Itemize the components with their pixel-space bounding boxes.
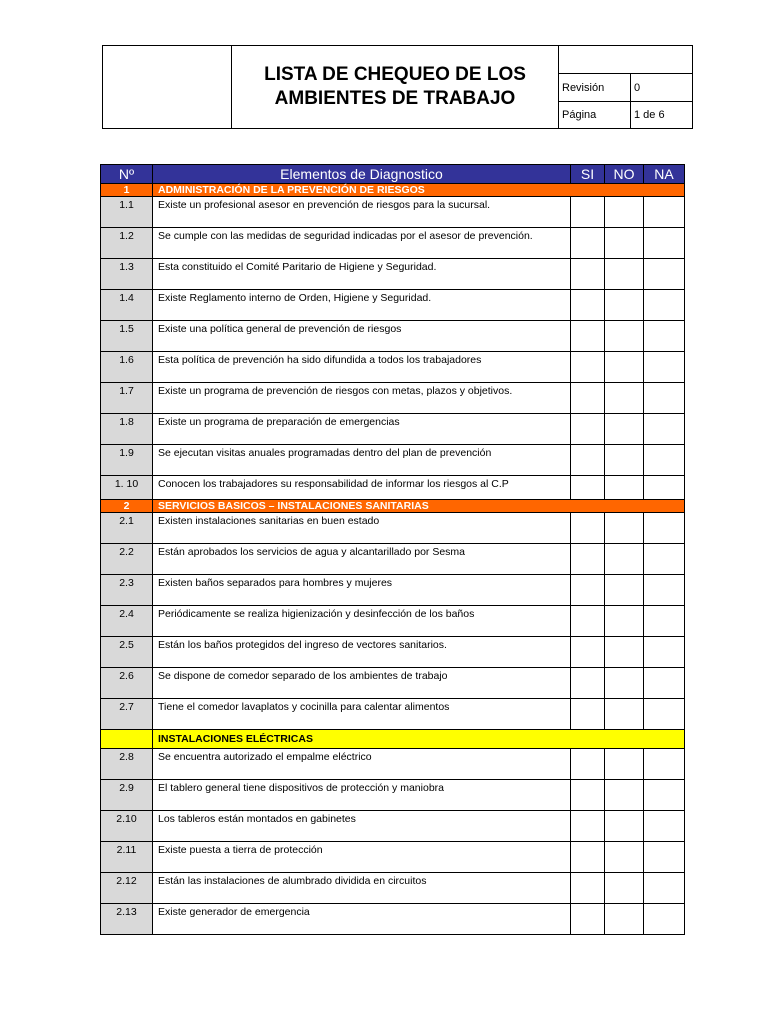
- item-number: 2.8: [101, 749, 153, 780]
- item-number: 2.13: [101, 904, 153, 935]
- item-number: 1.2: [101, 228, 153, 259]
- logo-placeholder: [103, 46, 232, 129]
- checklist-row: [101, 259, 685, 290]
- checkbox-na[interactable]: [644, 228, 685, 259]
- checkbox-no[interactable]: [605, 575, 644, 606]
- checklist-table-2: [100, 499, 685, 935]
- page-label: Página: [559, 102, 631, 129]
- checkbox-na[interactable]: [644, 668, 685, 699]
- revision-value: 0: [631, 74, 693, 102]
- checkbox-si[interactable]: [571, 321, 605, 352]
- section-row: [101, 184, 685, 197]
- checkbox-na[interactable]: [644, 544, 685, 575]
- item-text: Existen baños separados para hombres y mujeres: [153, 575, 571, 606]
- section-number: 1: [101, 184, 153, 197]
- checkbox-si[interactable]: [571, 197, 605, 228]
- item-text: Existe un programa de preparación de emergencias: [153, 414, 571, 445]
- item-number: 2.2: [101, 544, 153, 575]
- checkbox-na[interactable]: [644, 873, 685, 904]
- document-title: [232, 46, 559, 129]
- item-text: Existe una política general de prevención de riesgos: [153, 321, 571, 352]
- item-text: Se dispone de comedor separado de los ambientes de trabajo: [153, 668, 571, 699]
- item-text: Se ejecutan visitas anuales programadas dentro del plan de prevención: [153, 445, 571, 476]
- subsection-row: [101, 730, 685, 749]
- checkbox-si[interactable]: [571, 699, 605, 730]
- checkbox-na[interactable]: [644, 513, 685, 544]
- checkbox-no[interactable]: [605, 290, 644, 321]
- checkbox-no[interactable]: [605, 321, 644, 352]
- item-number: 1.1: [101, 197, 153, 228]
- checklist-row: [101, 383, 685, 414]
- item-text: Existe un profesional asesor en prevención de riesgos para la sucursal.: [153, 197, 571, 228]
- checkbox-na[interactable]: [644, 290, 685, 321]
- item-text: El tablero general tiene dispositivos de protección y maniobra: [153, 780, 571, 811]
- item-text: Periódicamente se realiza higienización y desinfección de los baños: [153, 606, 571, 637]
- checklist-row: [101, 321, 685, 352]
- table-header-row: [101, 165, 685, 184]
- item-number: 1.3: [101, 259, 153, 290]
- item-number: 2.11: [101, 842, 153, 873]
- section-title: ADMINISTRACIÓN DE LA PREVENCIÓN DE RIESGOS: [153, 184, 685, 197]
- checklist-row: [101, 842, 685, 873]
- checklist-row: [101, 445, 685, 476]
- checkbox-si[interactable]: [571, 445, 605, 476]
- item-text: Se encuentra autorizado el empalme eléctrico: [153, 749, 571, 780]
- checkbox-na[interactable]: [644, 414, 685, 445]
- checkbox-si[interactable]: [571, 228, 605, 259]
- checkbox-si[interactable]: [571, 749, 605, 780]
- checklist-row: [101, 904, 685, 935]
- checklist-row: [101, 668, 685, 699]
- checkbox-no[interactable]: [605, 197, 644, 228]
- checklist-row: [101, 414, 685, 445]
- checkbox-na[interactable]: [644, 811, 685, 842]
- header-blank-cell: [559, 46, 693, 74]
- col-header-no: NO: [605, 165, 644, 184]
- checkbox-na[interactable]: [644, 699, 685, 730]
- checklist-row: [101, 575, 685, 606]
- checkbox-na[interactable]: [644, 606, 685, 637]
- item-number: 2.4: [101, 606, 153, 637]
- checkbox-no[interactable]: [605, 228, 644, 259]
- checklist-row: [101, 699, 685, 730]
- checkbox-na[interactable]: [644, 352, 685, 383]
- checklist-row: [101, 780, 685, 811]
- checkbox-no[interactable]: [605, 780, 644, 811]
- checklist-row: [101, 544, 685, 575]
- checkbox-si[interactable]: [571, 352, 605, 383]
- title-line-2: AMBIENTES DE TRABAJO: [274, 88, 516, 109]
- checkbox-no[interactable]: [605, 352, 644, 383]
- checkbox-si[interactable]: [571, 383, 605, 414]
- checkbox-no[interactable]: [605, 873, 644, 904]
- checkbox-na[interactable]: [644, 842, 685, 873]
- checklist-row: [101, 873, 685, 904]
- checkbox-no[interactable]: [605, 811, 644, 842]
- checkbox-no[interactable]: [605, 544, 644, 575]
- checklist-row: [101, 228, 685, 259]
- checkbox-na[interactable]: [644, 780, 685, 811]
- title-line-1: LISTA DE CHEQUEO DE LOS: [264, 64, 526, 85]
- col-header-si: SI: [571, 165, 605, 184]
- checkbox-no[interactable]: [605, 606, 644, 637]
- checkbox-si[interactable]: [571, 668, 605, 699]
- section-number: 2: [101, 500, 153, 513]
- checkbox-na[interactable]: [644, 383, 685, 414]
- checkbox-no[interactable]: [605, 383, 644, 414]
- checkbox-si[interactable]: [571, 904, 605, 935]
- checkbox-na[interactable]: [644, 445, 685, 476]
- checkbox-na[interactable]: [644, 904, 685, 935]
- item-text: Existe generador de emergencia: [153, 904, 571, 935]
- item-number: 2.9: [101, 780, 153, 811]
- checklist-row: [101, 811, 685, 842]
- item-text: Existe Reglamento interno de Orden, Higiene y Seguridad.: [153, 290, 571, 321]
- checkbox-no[interactable]: [605, 513, 644, 544]
- checkbox-na[interactable]: [644, 637, 685, 668]
- checklist-row: [101, 513, 685, 544]
- col-header-elements: Elementos de Diagnostico: [153, 165, 571, 184]
- checkbox-na[interactable]: [644, 197, 685, 228]
- checkbox-na[interactable]: [644, 259, 685, 290]
- checkbox-si[interactable]: [571, 513, 605, 544]
- checkbox-no[interactable]: [605, 842, 644, 873]
- page-value: 1 de 6: [631, 102, 693, 129]
- item-number: 2.7: [101, 699, 153, 730]
- checkbox-no[interactable]: [605, 904, 644, 935]
- col-header-na: NA: [644, 165, 685, 184]
- checkbox-no[interactable]: [605, 637, 644, 668]
- item-number: 2.10: [101, 811, 153, 842]
- section-title: SERVICIOS BASICOS – INSTALACIONES SANITARIAS: [153, 500, 685, 513]
- checkbox-si[interactable]: [571, 606, 605, 637]
- subsection-number-cell: [101, 730, 153, 749]
- item-text: Se cumple con las medidas de seguridad indicadas por el asesor de prevención.: [153, 228, 571, 259]
- checkbox-si[interactable]: [571, 811, 605, 842]
- item-number: 1. 10: [101, 476, 153, 507]
- checkbox-no[interactable]: [605, 668, 644, 699]
- item-number: 2.12: [101, 873, 153, 904]
- item-text: Los tableros están montados en gabinetes: [153, 811, 571, 842]
- checkbox-no[interactable]: [605, 259, 644, 290]
- item-text: Tiene el comedor lavaplatos y cocinilla para calentar alimentos: [153, 699, 571, 730]
- checklist-row: [101, 290, 685, 321]
- item-number: 2.1: [101, 513, 153, 544]
- checkbox-na[interactable]: [644, 749, 685, 780]
- item-number: 2.5: [101, 637, 153, 668]
- item-number: 2.3: [101, 575, 153, 606]
- checkbox-si[interactable]: [571, 259, 605, 290]
- item-text: Existe un programa de prevención de riesgos con metas, plazos y objetivos.: [153, 383, 571, 414]
- checkbox-na[interactable]: [644, 321, 685, 352]
- revision-label: Revisión: [559, 74, 631, 102]
- item-number: 1.7: [101, 383, 153, 414]
- item-number: 1.6: [101, 352, 153, 383]
- item-number: 1.8: [101, 414, 153, 445]
- subsection-title: INSTALACIONES ELÉCTRICAS: [153, 730, 685, 749]
- checkbox-si[interactable]: [571, 414, 605, 445]
- checkbox-si[interactable]: [571, 290, 605, 321]
- checkbox-si[interactable]: [571, 780, 605, 811]
- item-text: Están los baños protegidos del ingreso de vectores sanitarios.: [153, 637, 571, 668]
- checklist-row: [101, 637, 685, 668]
- col-header-number: Nº: [101, 165, 153, 184]
- item-text: Esta constituido el Comité Paritario de Higiene y Seguridad.: [153, 259, 571, 290]
- item-text: Están las instalaciones de alumbrado dividida en circuitos: [153, 873, 571, 904]
- item-text: Conocen los trabajadores su responsabilidad de informar los riesgos al C.P: [153, 476, 571, 507]
- section-row: [101, 500, 685, 513]
- checkbox-si[interactable]: [571, 873, 605, 904]
- checkbox-si[interactable]: [571, 842, 605, 873]
- checklist-table-1: [100, 164, 685, 507]
- checkbox-na[interactable]: [644, 575, 685, 606]
- checkbox-no[interactable]: [605, 749, 644, 780]
- item-number: 1.5: [101, 321, 153, 352]
- item-number: 1.9: [101, 445, 153, 476]
- checkbox-si[interactable]: [571, 637, 605, 668]
- checklist-row: [101, 352, 685, 383]
- item-text: Esta política de prevención ha sido difundida a todos los trabajadores: [153, 352, 571, 383]
- checkbox-si[interactable]: [571, 575, 605, 606]
- checklist-row: [101, 606, 685, 637]
- item-text: Existe puesta a tierra de protección: [153, 842, 571, 873]
- checkbox-no[interactable]: [605, 414, 644, 445]
- checkbox-no[interactable]: [605, 445, 644, 476]
- document-header: [102, 45, 693, 129]
- checklist-row: [101, 197, 685, 228]
- item-number: 2.6: [101, 668, 153, 699]
- item-number: 1.4: [101, 290, 153, 321]
- checklist-row: [101, 749, 685, 780]
- item-text: Existen instalaciones sanitarias en buen estado: [153, 513, 571, 544]
- item-text: Están aprobados los servicios de agua y alcantarillado por Sesma: [153, 544, 571, 575]
- checkbox-si[interactable]: [571, 544, 605, 575]
- checkbox-no[interactable]: [605, 699, 644, 730]
